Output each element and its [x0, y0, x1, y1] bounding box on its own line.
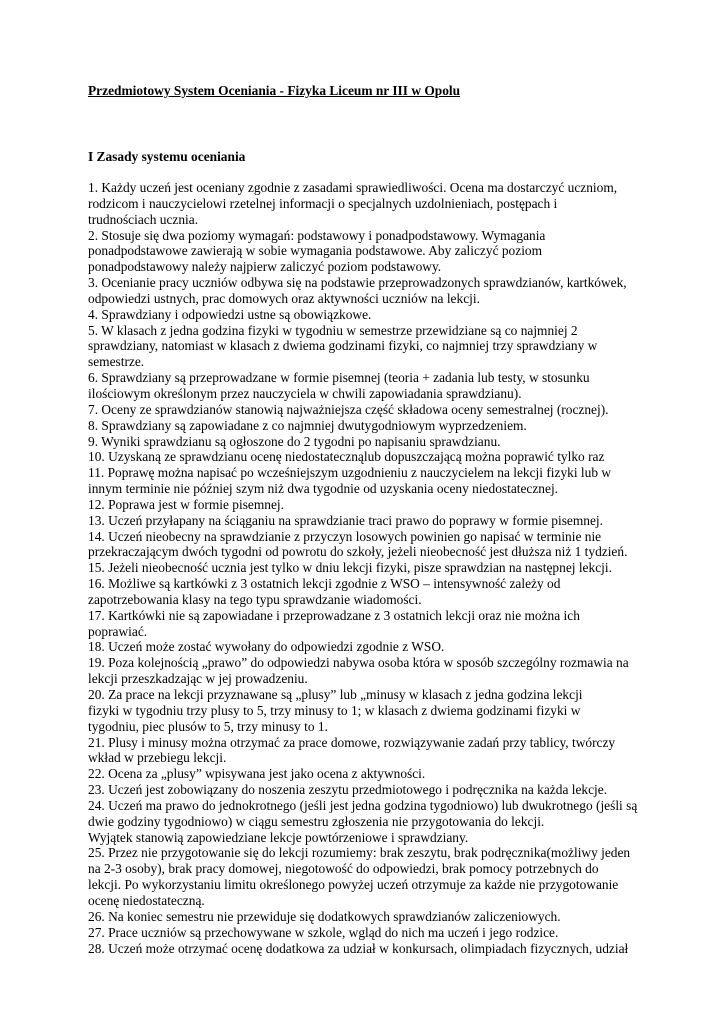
rule-line: 9. Wyniki sprawdzianu są ogłoszone do 2 tygodni po napisaniu sprawdzianu. [88, 433, 501, 449]
rule-line: 4. Sprawdziany i odpowiedzi ustne są obowiązkowe. [88, 306, 372, 322]
rule-item [88, 323, 648, 371]
rule-line: semestrze. [88, 354, 145, 370]
document-title: Przedmiotowy System Oceniania - Fizyka Liceum nr III w Opolu [88, 83, 461, 98]
rule-item [88, 418, 648, 434]
rule-item [88, 735, 648, 767]
rule-line: 1. Każdy uczeń jest oceniany zgodnie z zasadami sprawiedliwości. Ocena ma dostarczyć uczniom, [88, 180, 618, 195]
rule-item [88, 370, 648, 402]
rule-item [88, 576, 648, 608]
rule-line: na 2-3 osoby), brak pracy domowej, niegotowość do odpowiedzi, brak pomocy potrzebnych do [88, 861, 599, 877]
rule-line: ocenę niedostateczną. [88, 892, 205, 908]
rule-line: 10. Uzyskaną ze sprawdzianu ocenę niedostatecznąlub dopuszczającą można poprawić tylko raz [88, 449, 605, 465]
rule-item [88, 782, 648, 798]
rule-item [88, 228, 648, 276]
rule-line: 11. Poprawę można napisać po wcześniejszym uzgodnieniu z nauczycielem na lekcji fizyki lub w [88, 465, 612, 481]
rule-line: wkład w przebiegu lekcji. [88, 750, 227, 766]
rule-line: 18. Uczeń może zostać wywołany do odpowiedzi zgodnie z WSO. [88, 639, 445, 655]
rule-line: 20. Za prace na lekcji przyznawane są „plusy” lub „minusy w klasach z jedna godzina lekcji [88, 687, 583, 702]
rule-line: 22. Ocena za „plusy” wpisywana jest jako ocena z aktywności. [88, 766, 426, 782]
rule-line: rodzicom i nauczycielowi rzetelnej informacji o specjalnych uzdolnieniach, postępach i [88, 195, 558, 211]
rule-item [88, 941, 648, 957]
rule-line: 7. Oceny ze sprawdzianów stanowią najważniejsza część składowa oceny semestralnej (rocznej). [88, 401, 609, 417]
rule-line: 3. Ocenianie pracy uczniów odbywa się na podstawie przeprowadzonych sprawdzianów, kartkówek, [88, 275, 627, 291]
rule-line: zapotrzebowania klasy na tego typu sprawdzanie wiadomości. [88, 591, 422, 607]
rule-line: sprawdziany, natomiast w klasach z dwiema godzinami fizyki, co najmniej trzy sprawdziany w [88, 338, 598, 354]
rule-item [88, 529, 648, 561]
rule-line: tygodniu, piec plusów to 5, trzy minusy to 1. [88, 718, 328, 734]
rule-item [88, 513, 648, 529]
rule-line: 24. Uczeń ma prawo do jednokrotnego (jeśli jest jedna godzina tygodniowo) lub dwukrotnego (jeśli są [88, 797, 638, 813]
rule-line: trudnościach ucznia. [88, 211, 199, 227]
rule-line: 14. Uczeń nieobecny na sprawdzianie z przyczyn losowych powinien go napisać w terminie nie [88, 528, 602, 544]
rule-line: 15. Jeżeli nieobecność ucznia jest tylko w dniu lekcji fizyki, pisze sprawdzian na następnej lekcji. [88, 560, 612, 576]
rule-line: 5. W klasach z jedna godzina fizyki w tygodniu w semestrze przewidziane są co najmniej 2 [88, 322, 578, 338]
rule-line: 16. Możliwe są kartkówki z 3 ostatnich lekcji zgodnie z WSO – intensywność zależy od [88, 576, 561, 592]
rule-item [88, 434, 648, 450]
rule-line: 23. Uczeń jest zobowiązany do noszenia zeszytu przedmiotowego i podręcznika na każda lekcje. [88, 782, 608, 798]
rule-line: przekraczającym dwóch tygodni od powrotu do szkoły, jeżeli nieobecność jest dłuższa niż 1 tydzień. [88, 544, 628, 560]
rule-line: 12. Poprawa jest w formie pisemnej. [88, 496, 284, 512]
rule-line: 27. Prace uczniów są przechowywane w szkole, wgląd do nich ma uczeń i jego rodzice. [88, 924, 559, 940]
rule-item [88, 560, 648, 576]
rule-line: 25. Przez nie przygotowanie się do lekcji rozumiemy: brak zeszytu, brak podręcznika(możliwy jeden [88, 845, 631, 861]
rule-item [88, 465, 648, 497]
rule-item [88, 275, 648, 307]
rule-line: innym terminie nie później szym niż dwa tygodnie od uzyskania oceny niedostatecznej. [88, 481, 559, 497]
rule-item [88, 766, 648, 782]
rule-line: 13. Uczeń przyłapany na ściąganiu na sprawdzianie traci prawo do poprawy w formie pisemnej. [88, 512, 603, 528]
rule-item [88, 639, 648, 655]
rule-line: lekcji. Po wykorzystaniu limitu określonego powyżej uczeń otrzymuje za każde nie przygotowanie [88, 877, 619, 893]
rule-item [88, 687, 648, 735]
rule-line: dwie godziny tygodniowo) w ciągu semestru zgłoszenia nie przygotowania do lekcji. [88, 813, 545, 829]
rule-item [88, 497, 648, 513]
rule-line: 19. Poza kolejnością „prawo” do odpowiedzi nabywa osoba która w sposób szczególny rozmawia na [88, 655, 629, 671]
rule-line: 28. Uczeń może otrzymać ocenę dodatkowa za udział w konkursach, olimpiadach fizycznych, udział [88, 940, 629, 956]
rule-line: odpowiedzi ustnych, prac domowych oraz aktywności uczniów na lekcji. [88, 290, 480, 306]
rule-item [88, 909, 648, 925]
rule-item [88, 798, 648, 846]
rule-item [88, 307, 648, 323]
rule-line: poprawiać. [88, 623, 148, 639]
rule-line: 17. Kartkówki nie są zapowiadane i przeprowadzane z 3 ostatnich lekcji oraz nie można ich [88, 607, 580, 623]
rule-item [88, 449, 648, 465]
rule-line: 2. Stosuje się dwa poziomy wymagań: podstawowy i ponadpodstawowy. Wymagania [88, 227, 546, 243]
rule-line: ponadpodstawowy należy najpierw zaliczyć poziom podstawowy. [88, 259, 442, 275]
rule-line: 26. Na koniec semestru nie przewiduje się dodatkowych sprawdzianów zaliczeniowych. [88, 908, 561, 924]
rule-item [88, 180, 648, 228]
rule-line: 8. Sprawdziany są zapowiadane z co najmniej dwutygodniowym wyprzedzeniem. [88, 417, 527, 433]
rule-line: 6. Sprawdziany są przeprowadzane w formie pisemnej (teoria + zadania lub testy, w stosunku [88, 370, 590, 386]
rule-item [88, 845, 648, 908]
rule-line: Wyjątek stanowią zapowiedziane lekcje powtórzeniowe i sprawdziany. [88, 829, 469, 845]
rule-line: ponadpodstawowe zawierają w sobie wymagania podstawowe. Aby zaliczyć poziom [88, 243, 543, 259]
rule-line: lekcji przeszkadzając w jej prowadzeniu. [88, 671, 308, 687]
rule-item [88, 655, 648, 687]
rule-line: ilościowym określonym przez nauczyciela w chwili zapowiadania sprawdzianu). [88, 385, 522, 401]
rules-list [88, 180, 648, 956]
section-heading: I Zasady systemu oceniania [88, 149, 246, 164]
rule-line: 21. Plusy i minusy można otrzymać za prace domowe, rozwiązywanie zadań przy tablicy, twórczy [88, 734, 616, 750]
rule-item [88, 925, 648, 941]
rule-item [88, 402, 648, 418]
rule-item [88, 608, 648, 640]
rule-line: fizyki w tygodniu trzy plusy to 5, trzy minusy to 1; w klasach z dwiema godzinami fizyki w [88, 702, 581, 718]
